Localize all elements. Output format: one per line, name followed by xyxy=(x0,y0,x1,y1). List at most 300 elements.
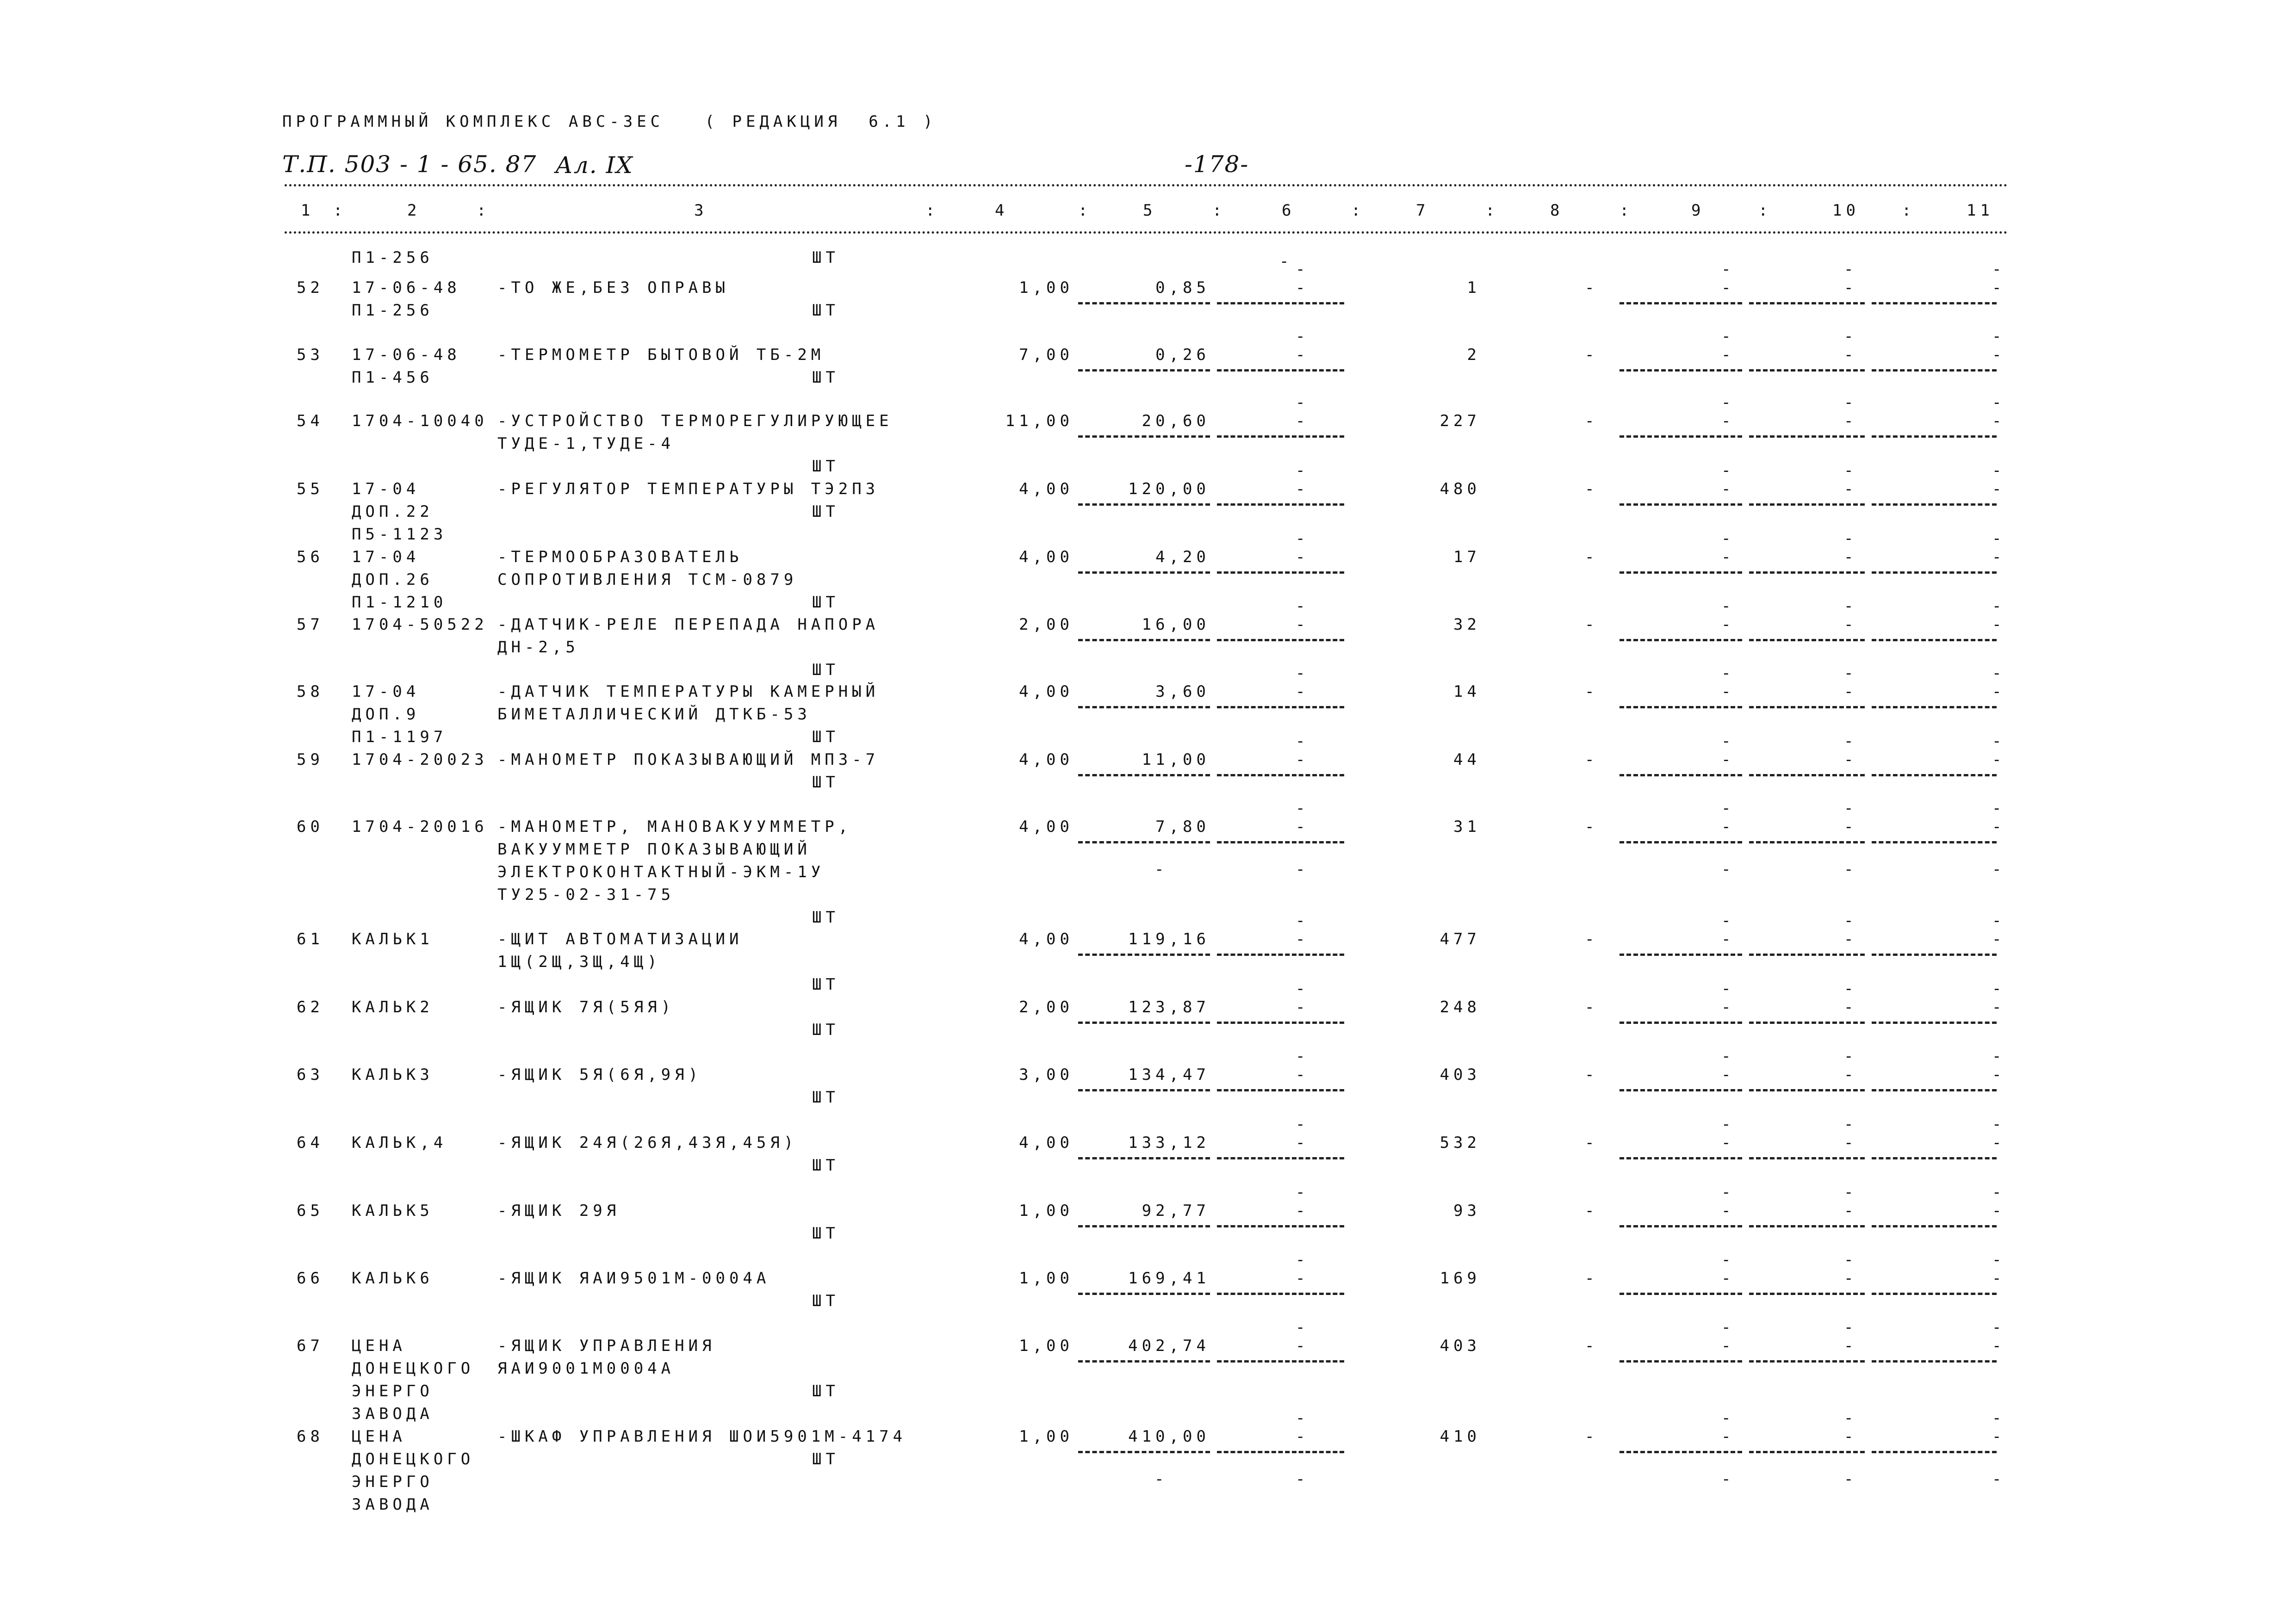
column-number: 8 xyxy=(1550,201,1564,220)
row-unit: ШТ xyxy=(812,1450,839,1468)
column-separator: : xyxy=(333,201,347,220)
subtotal-rule xyxy=(1620,1451,1742,1453)
subtotal-rule xyxy=(1620,841,1742,843)
row-name: -ТО ЖЕ,БЕЗ ОПРАВЫ xyxy=(497,279,729,297)
dash-mark: - xyxy=(1721,327,1735,346)
subtotal-rule xyxy=(1217,1225,1344,1227)
dash-mark: - xyxy=(1296,480,1309,498)
dash-mark: - xyxy=(1296,1183,1309,1202)
subtotal-rule xyxy=(1217,503,1344,506)
row-name: БИМЕТАЛЛИЧЕСКИЙ ДТКБ-53 xyxy=(497,705,811,724)
row-unit: ШТ xyxy=(812,1088,839,1107)
dash-mark: - xyxy=(1721,799,1735,818)
row-quantity: 1,00 xyxy=(1019,1427,1074,1446)
subtotal-rule xyxy=(1217,1360,1344,1363)
column-number: 2 xyxy=(407,201,421,220)
subtotal-rule xyxy=(1620,369,1742,372)
subtotal-rule xyxy=(1620,954,1742,956)
dash-mark: - xyxy=(1154,860,1168,879)
row-name: -ДАТЧИК ТЕМПЕРАТУРЫ КАМЕРНЫЙ xyxy=(497,682,880,701)
row-total: 403 xyxy=(1440,1065,1481,1084)
dash-mark: - xyxy=(1154,1470,1168,1488)
subtotal-rule xyxy=(1872,1225,1997,1227)
subtotal-rule xyxy=(1217,706,1344,708)
dash-mark: - xyxy=(1992,1047,2006,1065)
row-unit: ШТ xyxy=(812,1224,839,1243)
header-rule-top xyxy=(285,184,2008,186)
row-total: 480 xyxy=(1440,480,1481,498)
subtotal-rule xyxy=(1620,1360,1742,1363)
dash-mark: - xyxy=(1992,1183,2006,1202)
dash-mark: - xyxy=(1585,615,1599,634)
dash-mark: - xyxy=(1296,529,1309,548)
subtotal-rule xyxy=(1217,1022,1344,1024)
column-number: 1 xyxy=(301,201,315,220)
subtotal-rule xyxy=(1872,435,1997,438)
dash-mark: - xyxy=(1844,1470,1858,1488)
row-price: 11,00 xyxy=(1142,750,1210,769)
row-price: 119,16 xyxy=(1128,930,1210,948)
dash-mark: - xyxy=(1721,1065,1735,1084)
dash-mark: - xyxy=(1992,1251,2006,1269)
subtotal-rule xyxy=(1749,435,1865,438)
dash-mark: - xyxy=(1585,480,1599,498)
row-name: -МАНОМЕТР, МАНОВАКУУММЕТР, xyxy=(497,818,852,836)
row-number: 58 xyxy=(297,682,324,701)
column-number: 4 xyxy=(995,201,1009,220)
dash-mark: - xyxy=(1844,548,1858,566)
dash-mark: - xyxy=(1844,260,1858,279)
dash-mark: - xyxy=(1992,1269,2006,1288)
row-name: -ЯЩИК 7Я(5ЯЯ) xyxy=(497,998,675,1016)
row-unit: ШТ xyxy=(812,1021,839,1039)
row-code: ЗАВОДА xyxy=(352,1405,434,1423)
subtotal-rule xyxy=(1749,1293,1865,1295)
dash-mark: - xyxy=(1721,930,1735,948)
dash-mark: - xyxy=(1721,529,1735,548)
subtotal-rule xyxy=(1872,774,1997,776)
dash-mark: - xyxy=(1844,930,1858,948)
dash-mark: - xyxy=(1844,998,1858,1016)
subtotal-rule xyxy=(1078,571,1210,574)
row-code: ДОП.26 xyxy=(352,570,434,589)
dash-mark: - xyxy=(1992,529,2006,548)
dash-mark: - xyxy=(1721,1409,1735,1427)
subtotal-rule xyxy=(1620,1293,1742,1295)
row-price: 410,00 xyxy=(1128,1427,1210,1446)
row-total: 93 xyxy=(1453,1202,1481,1220)
dash-mark: - xyxy=(1585,1134,1599,1152)
row-name: -РЕГУЛЯТОР ТЕМПЕРАТУРЫ ТЭ2П3 xyxy=(497,480,880,498)
carry-over-code: П1-256 xyxy=(352,248,434,267)
row-code: 1704-10040 xyxy=(352,412,488,430)
row-price: 0,26 xyxy=(1155,346,1210,364)
dash-mark: - xyxy=(1721,664,1735,682)
dash-mark: - xyxy=(1721,998,1735,1016)
dash-mark: - xyxy=(1844,597,1858,615)
dash-mark: - xyxy=(1296,1047,1309,1065)
row-total: 44 xyxy=(1453,750,1481,769)
subtotal-rule xyxy=(1620,1022,1742,1024)
dash-mark: - xyxy=(1844,682,1858,701)
dash-mark: - xyxy=(1992,615,2006,634)
row-total: 2 xyxy=(1467,346,1481,364)
dash-mark: - xyxy=(1296,1318,1309,1337)
row-unit: ШТ xyxy=(812,1292,839,1310)
dash-mark: - xyxy=(1844,1427,1858,1446)
row-total: 169 xyxy=(1440,1269,1481,1288)
row-unit: ШТ xyxy=(812,368,839,387)
row-total: 248 xyxy=(1440,998,1481,1016)
row-total: 532 xyxy=(1440,1134,1481,1152)
subtotal-rule xyxy=(1217,639,1344,641)
dash-mark: - xyxy=(1585,1337,1599,1355)
dash-mark: - xyxy=(1296,346,1309,364)
row-quantity: 11,00 xyxy=(1005,412,1074,430)
dash-mark: - xyxy=(1296,911,1309,930)
dash-mark: - xyxy=(1844,732,1858,750)
subtotal-rule xyxy=(1217,1293,1344,1295)
subtotal-rule xyxy=(1078,1089,1210,1091)
dash-mark: - xyxy=(1844,860,1858,879)
row-name: -ТЕРМОМЕТР БЫТОВОЙ ТБ-2М xyxy=(497,346,825,364)
subtotal-rule xyxy=(1217,954,1344,956)
row-total: 410 xyxy=(1440,1427,1481,1446)
dash-mark: - xyxy=(1296,597,1309,615)
subtotal-rule xyxy=(1620,435,1742,438)
row-code: КАЛЬК2 xyxy=(352,998,434,1016)
row-quantity: 1,00 xyxy=(1019,279,1074,297)
row-code: 17-04 xyxy=(352,682,420,701)
row-unit: ШТ xyxy=(812,773,839,792)
dash-mark: - xyxy=(1296,998,1309,1016)
dash-mark: - xyxy=(1992,998,2006,1016)
dash-mark: - xyxy=(1844,1115,1858,1134)
row-quantity: 4,00 xyxy=(1019,818,1074,836)
dash-mark: - xyxy=(1296,860,1309,879)
row-total: 31 xyxy=(1453,818,1481,836)
subtotal-rule xyxy=(1749,706,1865,708)
subtotal-rule xyxy=(1078,1293,1210,1295)
row-code: ЗАВОДА xyxy=(352,1495,434,1514)
dash-mark: - xyxy=(1992,818,2006,836)
dash-mark: - xyxy=(1585,750,1599,769)
dash-mark: - xyxy=(1844,1251,1858,1269)
subtotal-rule xyxy=(1749,1451,1865,1453)
row-quantity: 4,00 xyxy=(1019,480,1074,498)
row-code: 17-04 xyxy=(352,548,420,566)
row-name: -ЯЩИК ЯАИ9501М-0004А xyxy=(497,1269,770,1288)
row-number: 62 xyxy=(297,998,324,1016)
dash-mark: - xyxy=(1296,393,1309,412)
subtotal-rule xyxy=(1872,1360,1997,1363)
row-code: КАЛЬК3 xyxy=(352,1065,434,1084)
dash-mark: - xyxy=(1721,1269,1735,1288)
subtotal-rule xyxy=(1217,369,1344,372)
dash-mark: - xyxy=(1296,1115,1309,1134)
row-name: -ТЕРМООБРАЗОВАТЕЛЬ xyxy=(497,548,743,566)
dash-mark: - xyxy=(1992,412,2006,430)
row-number: 68 xyxy=(297,1427,324,1446)
column-number: 5 xyxy=(1143,201,1157,220)
row-quantity: 4,00 xyxy=(1019,1134,1074,1152)
subtotal-rule xyxy=(1872,571,1997,574)
row-code: 1704-50522 xyxy=(352,615,488,634)
row-number: 67 xyxy=(297,1337,324,1355)
dash-mark: - xyxy=(1844,1409,1858,1427)
page-number: -178- xyxy=(1185,151,1249,178)
row-quantity: 1,00 xyxy=(1019,1337,1074,1355)
row-code: П1-1210 xyxy=(352,593,447,612)
dash-mark: - xyxy=(1721,279,1735,297)
row-name: -ЯЩИК 24Я(26Я,43Я,45Я) xyxy=(497,1134,798,1152)
row-name: -МАНОМЕТР ПОКАЗЫВАЮЩИЙ МП3-7 xyxy=(497,750,880,769)
subtotal-rule xyxy=(1620,1089,1742,1091)
dash-mark: - xyxy=(1844,911,1858,930)
subtotal-rule xyxy=(1749,369,1865,372)
column-separator: : xyxy=(1212,201,1226,220)
row-quantity: 4,00 xyxy=(1019,682,1074,701)
subtotal-rule xyxy=(1078,503,1210,506)
dash-mark: - xyxy=(1992,1115,2006,1134)
dash-mark: - xyxy=(1992,1202,2006,1220)
column-separator: : xyxy=(1902,201,1916,220)
dash-mark: - xyxy=(1721,480,1735,498)
dash-mark: - xyxy=(1585,412,1599,430)
subtotal-rule xyxy=(1872,369,1997,372)
dash-mark: - xyxy=(1992,597,2006,615)
row-code: ЦЕНА xyxy=(352,1337,406,1355)
dash-mark: - xyxy=(1721,346,1735,364)
dash-mark: - xyxy=(1721,1115,1735,1134)
subtotal-rule xyxy=(1749,1022,1865,1024)
row-price: 133,12 xyxy=(1128,1134,1210,1152)
dash-mark: - xyxy=(1844,1065,1858,1084)
subtotal-rule xyxy=(1872,954,1997,956)
dash-mark: - xyxy=(1844,799,1858,818)
dash-mark: - xyxy=(1296,1065,1309,1084)
subtotal-rule xyxy=(1749,841,1865,843)
column-separator: : xyxy=(925,201,939,220)
column-separator: : xyxy=(1485,201,1499,220)
row-name: -ЯЩИК УПРАВЛЕНИЯ xyxy=(497,1337,716,1355)
doc-code: Т.П. 503 - 1 - 65. 87 xyxy=(282,151,537,178)
subtotal-rule xyxy=(1749,571,1865,574)
subtotal-rule xyxy=(1872,1089,1997,1091)
row-code: П1-456 xyxy=(352,368,434,387)
row-quantity: 4,00 xyxy=(1019,930,1074,948)
row-total: 227 xyxy=(1440,412,1481,430)
row-total: 477 xyxy=(1440,930,1481,948)
subtotal-rule xyxy=(1872,706,1997,708)
subtotal-rule xyxy=(1620,571,1742,574)
subtotal-rule xyxy=(1078,841,1210,843)
dash-mark: - xyxy=(1844,412,1858,430)
subtotal-rule xyxy=(1620,706,1742,708)
row-name: ЯАИ9001М0004А xyxy=(497,1359,675,1378)
row-unit: ШТ xyxy=(812,1156,839,1175)
row-name: 1Щ(2Щ,3Щ,4Щ) xyxy=(497,953,661,971)
row-unit: ШТ xyxy=(812,661,839,679)
row-name: -ШКАФ УПРАВЛЕНИЯ ШОИ5901М-4174 xyxy=(497,1427,907,1446)
dash-mark: - xyxy=(1992,860,2006,879)
subtotal-rule xyxy=(1872,639,1997,641)
dash-mark: - xyxy=(1721,732,1735,750)
dash-mark: - xyxy=(1721,548,1735,566)
dash-mark: - xyxy=(1992,279,2006,297)
row-quantity: 2,00 xyxy=(1019,615,1074,634)
subtotal-rule xyxy=(1217,1157,1344,1159)
dash-mark: - xyxy=(1721,615,1735,634)
subtotal-rule xyxy=(1749,774,1865,776)
dash-mark: - xyxy=(1296,979,1309,998)
subtotal-rule xyxy=(1749,1157,1865,1159)
subtotal-rule xyxy=(1217,1451,1344,1453)
row-number: 53 xyxy=(297,346,324,364)
dash-mark: - xyxy=(1296,930,1309,948)
dash-mark: - xyxy=(1844,615,1858,634)
row-number: 65 xyxy=(297,1202,324,1220)
dash-mark: - xyxy=(1992,393,2006,412)
subtotal-rule xyxy=(1620,1157,1742,1159)
row-quantity: 1,00 xyxy=(1019,1202,1074,1220)
dash-mark: - xyxy=(1992,732,2006,750)
dash-mark: - xyxy=(1721,1047,1735,1065)
column-number: 7 xyxy=(1416,201,1430,220)
dash-mark: - xyxy=(1992,327,2006,346)
dash-mark: - xyxy=(1721,1427,1735,1446)
dash-mark: - xyxy=(1721,393,1735,412)
column-number: 9 xyxy=(1691,201,1705,220)
subtotal-rule xyxy=(1217,571,1344,574)
dash-mark: - xyxy=(1844,279,1858,297)
dash-mark: - xyxy=(1992,799,2006,818)
dash-mark: - xyxy=(1296,412,1309,430)
row-name: ТУДЕ-1,ТУДЕ-4 xyxy=(497,434,675,453)
header-rule-bottom xyxy=(285,231,2008,234)
row-name: СОПРОТИВЛЕНИЯ ТСМ-0879 xyxy=(497,570,798,589)
dash-mark: - xyxy=(1844,1318,1858,1337)
row-number: 61 xyxy=(297,930,324,948)
row-number: 54 xyxy=(297,412,324,430)
dash-mark: - xyxy=(1992,461,2006,480)
dash-mark: - xyxy=(1296,1337,1309,1355)
row-unit: ШТ xyxy=(812,457,839,476)
subtotal-rule xyxy=(1078,302,1210,304)
row-name: ЭЛЕКТРОКОНТАКТНЫЙ-ЭКМ-1У xyxy=(497,863,825,881)
dash-mark: - xyxy=(1585,998,1599,1016)
subtotal-rule xyxy=(1078,706,1210,708)
row-price: 20,60 xyxy=(1142,412,1210,430)
row-code: КАЛЬК5 xyxy=(352,1202,434,1220)
dash-mark: - xyxy=(1844,664,1858,682)
dash-mark: - xyxy=(1296,750,1309,769)
row-code: КАЛЬК6 xyxy=(352,1269,434,1288)
dash-mark: - xyxy=(1296,818,1309,836)
column-separator: : xyxy=(1351,201,1365,220)
dash-mark: - xyxy=(1296,664,1309,682)
row-code: 17-06-48 xyxy=(352,279,461,297)
dash-mark: - xyxy=(1844,327,1858,346)
row-code: ЦЕНА xyxy=(352,1427,406,1446)
dash-mark: - xyxy=(1721,1470,1735,1488)
dash-mark: - xyxy=(1992,1065,2006,1084)
dash-mark: - xyxy=(1585,548,1599,566)
subtotal-rule xyxy=(1078,1225,1210,1227)
subtotal-rule xyxy=(1217,774,1344,776)
subtotal-rule xyxy=(1872,302,1997,304)
row-number: 56 xyxy=(297,548,324,566)
dash-mark: - xyxy=(1992,1470,2006,1488)
row-quantity: 2,00 xyxy=(1019,998,1074,1016)
subtotal-rule xyxy=(1872,503,1997,506)
row-price: 3,60 xyxy=(1155,682,1210,701)
row-price: 123,87 xyxy=(1128,998,1210,1016)
subtotal-rule xyxy=(1217,435,1344,438)
dash-mark: - xyxy=(1844,529,1858,548)
row-number: 52 xyxy=(297,279,324,297)
row-unit: ШТ xyxy=(812,1382,839,1400)
row-name: ВАКУУММЕТР ПОКАЗЫВАЮЩИЙ xyxy=(497,840,811,859)
row-price: 0,85 xyxy=(1155,279,1210,297)
dash-mark: - xyxy=(1844,480,1858,498)
row-number: 64 xyxy=(297,1134,324,1152)
dash-mark: - xyxy=(1296,279,1309,297)
subtotal-rule xyxy=(1217,1089,1344,1091)
dash-mark: - xyxy=(1992,1427,2006,1446)
row-total: 403 xyxy=(1440,1337,1481,1355)
row-code: КАЛЬК1 xyxy=(352,930,434,948)
row-code: П1-1197 xyxy=(352,728,447,746)
dash-mark: - xyxy=(1585,682,1599,701)
dash-mark: - xyxy=(1721,1337,1735,1355)
subtotal-rule xyxy=(1749,954,1865,956)
dash-mark: - xyxy=(1296,1409,1309,1427)
subtotal-rule xyxy=(1872,1451,1997,1453)
row-price: 4,20 xyxy=(1155,548,1210,566)
carry-over-unit: ШТ xyxy=(812,248,839,267)
row-name: -ЯЩИК 29Я xyxy=(497,1202,621,1220)
dash-mark: - xyxy=(1844,1269,1858,1288)
column-number: 10 xyxy=(1832,201,1860,220)
row-code: ЭНЕРГО xyxy=(352,1473,434,1491)
row-unit: ШТ xyxy=(812,593,839,612)
row-price: 134,47 xyxy=(1128,1065,1210,1084)
row-total: 17 xyxy=(1453,548,1481,566)
dash-mark: - xyxy=(1296,1470,1309,1488)
column-number: 6 xyxy=(1282,201,1296,220)
row-price: 92,77 xyxy=(1142,1202,1210,1220)
dash-mark: - xyxy=(1296,615,1309,634)
row-code: ДОП.9 xyxy=(352,705,420,724)
subtotal-rule xyxy=(1620,774,1742,776)
row-code: 1704-20016 xyxy=(352,818,488,836)
dash-mark: - xyxy=(1844,750,1858,769)
row-quantity: 4,00 xyxy=(1019,750,1074,769)
program-title: ПРОГРАММНЫЙ КОМПЛЕКС АВС-3ЕС ( РЕДАКЦИЯ 6.1 ) xyxy=(282,112,937,131)
row-code: ДОП.22 xyxy=(352,502,434,521)
subtotal-rule xyxy=(1078,1451,1210,1453)
subtotal-rule xyxy=(1620,302,1742,304)
dash-mark: - xyxy=(1296,548,1309,566)
row-price: 7,80 xyxy=(1155,818,1210,836)
subtotal-rule xyxy=(1749,1225,1865,1227)
row-code: 17-04 xyxy=(352,480,420,498)
subtotal-rule xyxy=(1078,1157,1210,1159)
row-number: 55 xyxy=(297,480,324,498)
row-unit: ШТ xyxy=(812,301,839,320)
dash-mark: - xyxy=(1585,1269,1599,1288)
